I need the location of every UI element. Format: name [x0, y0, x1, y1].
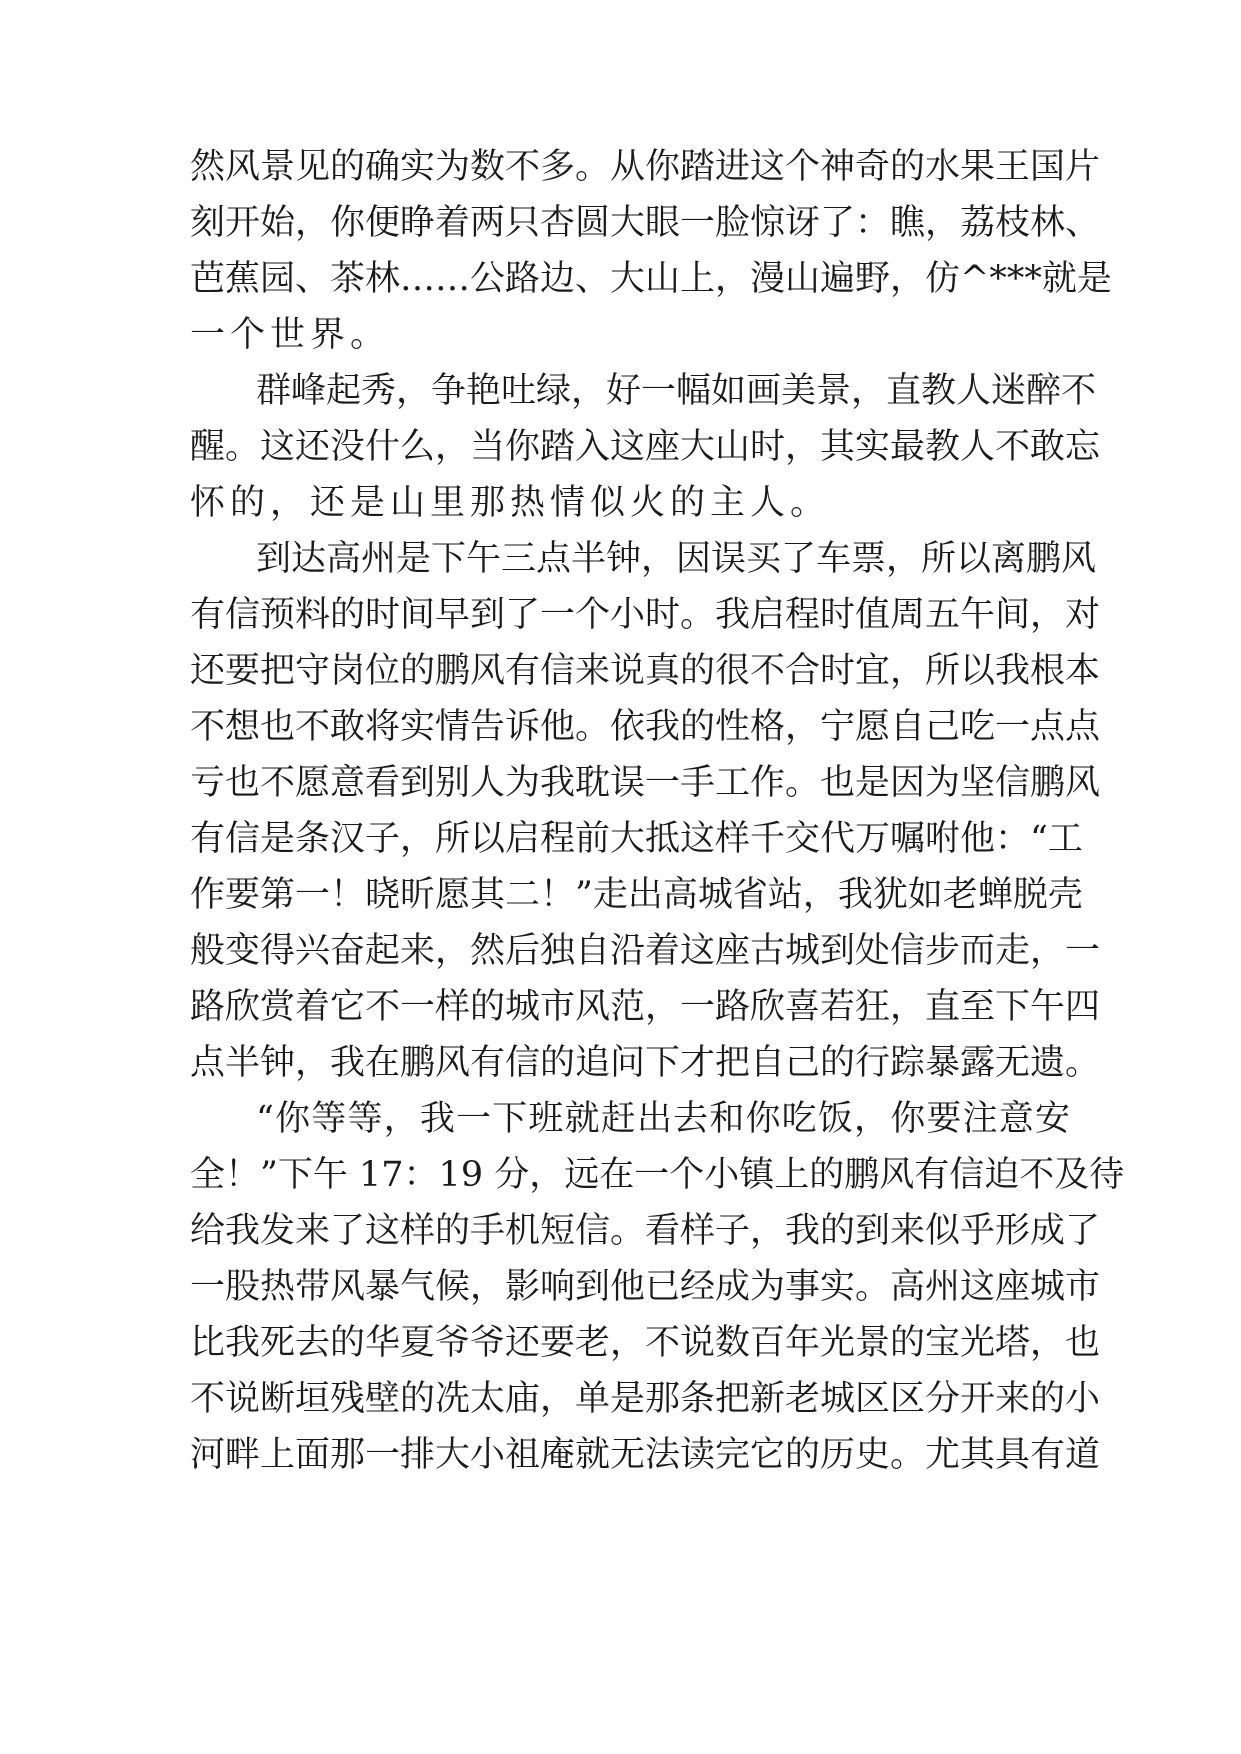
text-line: 比我死去的华夏爷爷还要老，不说数百年光景的宝光塔，也 — [190, 1323, 1101, 1363]
paragraph-first-line: “你等等，我一下班就赶出去和你吃饭，你要注意安 — [256, 1099, 1070, 1139]
text-line: 怀的，还是山里那热情似火的主人。 — [190, 483, 831, 523]
text-line: 然风景见的确实为数不多。从你踏进这个神奇的水果王国片 — [190, 147, 1101, 187]
text-line: 亏也不愿意看到别人为我耽误一手工作。也是因为坚信鹏风 — [190, 763, 1101, 803]
text-line: 路欣赏着它不一样的城市风范，一路欣喜若狂，直至下午四 — [190, 987, 1101, 1027]
text-line: 给我发来了这样的手机短信。看样子，我的到来似乎形成了 — [190, 1211, 1101, 1251]
text-line: 还要把守岗位的鹏风有信来说真的很不合时宜，所以我根本 — [190, 651, 1101, 691]
text-line: 全！”下午 17：19 分，远在一个小镇上的鹏风有信迫不及待 — [190, 1155, 1125, 1195]
paragraph-first-line: 群峰起秀，争艳吐绿，好一幅如画美景，直教人迷醉不 — [256, 371, 1097, 411]
text-line: 一个世界。 — [190, 315, 391, 355]
paragraph-first-line: 到达高州是下午三点半钟，因误买了车票，所以离鹏风 — [256, 539, 1097, 579]
text-line: 有信是条汉子，所以启程前大抵这样千交代万嘱咐他：“工 — [190, 819, 1083, 859]
text-line: 芭蕉园、茶林……公路边、大山上，漫山遍野，仿^***就是 — [190, 259, 1112, 299]
text-line: 不说断垣残壁的冼太庙，单是那条把新老城区区分开来的小 — [190, 1379, 1101, 1419]
text-line: 河畔上面那一排大小祖庵就无法读完它的历史。尤其具有道 — [190, 1435, 1101, 1475]
text-line: 般变得兴奋起来，然后独自沿着这座古城到处信步而走，一 — [190, 931, 1101, 971]
text-line: 一股热带风暴气候，影响到他已经成为事实。高州这座城市 — [190, 1267, 1101, 1307]
text-line: 点半钟，我在鹏风有信的追问下才把自己的行踪暴露无遗。 — [190, 1043, 1101, 1083]
text-line: 作要第一！晓昕愿其二！”走出高城省站，我犹如老蝉脱壳 — [190, 875, 1083, 915]
text-line: 不想也不敢将实情告诉他。依我的性格，宁愿自己吃一点点 — [190, 707, 1101, 747]
text-line: 醒。这还没什么，当你踏入这座大山时，其实最教人不敢忘 — [190, 427, 1101, 467]
text-line: 刻开始，你便睁着两只杏圆大眼一脸惊讶了：瞧，荔枝林、 — [190, 203, 1101, 243]
text-line: 有信预料的时间早到了一个小时。我启程时值周五午间，对 — [190, 595, 1101, 635]
